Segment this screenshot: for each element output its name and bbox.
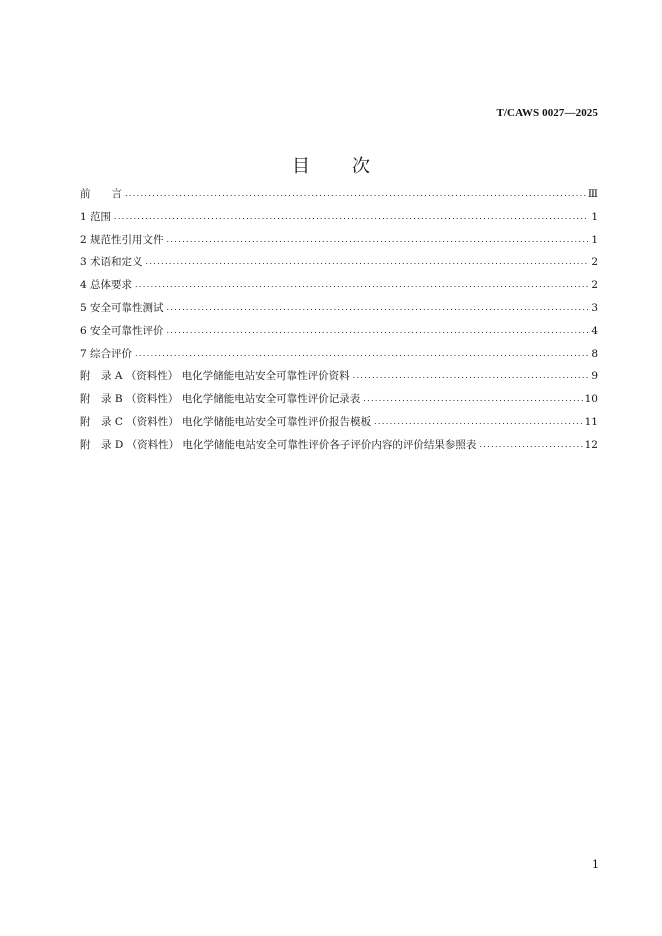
toc-dot-leader bbox=[363, 387, 582, 411]
document-code: T/CAWS 0027—2025 bbox=[496, 107, 598, 119]
toc-entry-page: 11 bbox=[584, 415, 598, 428]
page-number: 1 bbox=[592, 858, 599, 871]
toc-entry-page: 12 bbox=[584, 438, 598, 451]
toc-entry-appendix-b[interactable] bbox=[80, 388, 598, 411]
toc-dot-leader bbox=[167, 296, 588, 320]
toc-entry-page: 4 bbox=[591, 324, 598, 337]
toc-entry-appendix-a[interactable] bbox=[80, 365, 598, 388]
toc-entry-label: 1 范围 bbox=[80, 210, 112, 223]
toc-entry-general-requirements[interactable] bbox=[80, 274, 598, 297]
toc-entry-page: 2 bbox=[591, 279, 598, 292]
toc-entry-label: 附 录 B （资料性） 电化学储能电站安全可靠性评价记录表 bbox=[80, 393, 361, 406]
toc-dot-leader bbox=[167, 228, 588, 252]
toc-dot-leader bbox=[353, 364, 588, 388]
toc-entry-page: 3 bbox=[591, 301, 598, 314]
toc-dot-leader bbox=[146, 250, 588, 274]
toc-entry-page: 1 bbox=[591, 233, 598, 246]
toc-entry-page: 2 bbox=[591, 256, 598, 269]
toc-entry-appendix-d[interactable] bbox=[80, 434, 598, 457]
toc-entry-safety-evaluation[interactable] bbox=[80, 320, 598, 343]
toc-entry-label: 3 术语和定义 bbox=[80, 256, 143, 269]
toc-entry-page: 10 bbox=[584, 393, 598, 406]
toc-entry-normative-references[interactable] bbox=[80, 229, 598, 252]
toc-entry-appendix-c[interactable] bbox=[80, 411, 598, 434]
toc-entry-scope[interactable] bbox=[80, 206, 598, 229]
toc-entry-page: 1 bbox=[591, 210, 598, 223]
toc-entry-comprehensive-evaluation[interactable] bbox=[80, 343, 598, 366]
toc-entry-label: 附 录 A （资料性） 电化学储能电站安全可靠性评价资料 bbox=[80, 370, 350, 383]
toc-entry-safety-testing[interactable] bbox=[80, 297, 598, 320]
toc-entry-label: 7 综合评价 bbox=[80, 347, 133, 360]
toc-entry-page: Ⅲ bbox=[587, 188, 598, 200]
toc-entry-label: 2 规范性引用文件 bbox=[80, 233, 164, 246]
toc-dot-leader bbox=[125, 182, 586, 206]
toc-entry-label: 附 录 C （资料性） 电化学储能电站安全可靠性评价报告模板 bbox=[80, 415, 372, 428]
toc-dot-leader bbox=[114, 205, 588, 229]
toc-dot-leader bbox=[135, 342, 588, 366]
toc-entry-label: 6 安全可靠性评价 bbox=[80, 324, 164, 337]
toc-entry-label: 前 言 bbox=[80, 188, 122, 200]
toc-entry-label: 附 录 D （资料性） 电化学储能电站安全可靠性评价各子评价内容的评价结果参照表 bbox=[80, 438, 477, 451]
toc-entry-label: 4 总体要求 bbox=[80, 279, 133, 292]
toc-dot-leader bbox=[135, 273, 588, 297]
toc-dot-leader bbox=[167, 319, 588, 343]
toc-title-left: 目 bbox=[292, 156, 310, 177]
table-of-contents bbox=[80, 183, 598, 457]
toc-title bbox=[0, 152, 662, 178]
toc-dot-leader bbox=[374, 410, 583, 434]
toc-entry-page: 9 bbox=[591, 370, 598, 383]
toc-dot-leader bbox=[479, 433, 582, 457]
toc-entry-page: 8 bbox=[591, 347, 598, 360]
toc-title-right: 次 bbox=[352, 156, 370, 177]
toc-entry-terms-definitions[interactable] bbox=[80, 251, 598, 274]
toc-entry-foreword[interactable] bbox=[80, 183, 598, 206]
toc-entry-label: 5 安全可靠性测试 bbox=[80, 301, 164, 314]
